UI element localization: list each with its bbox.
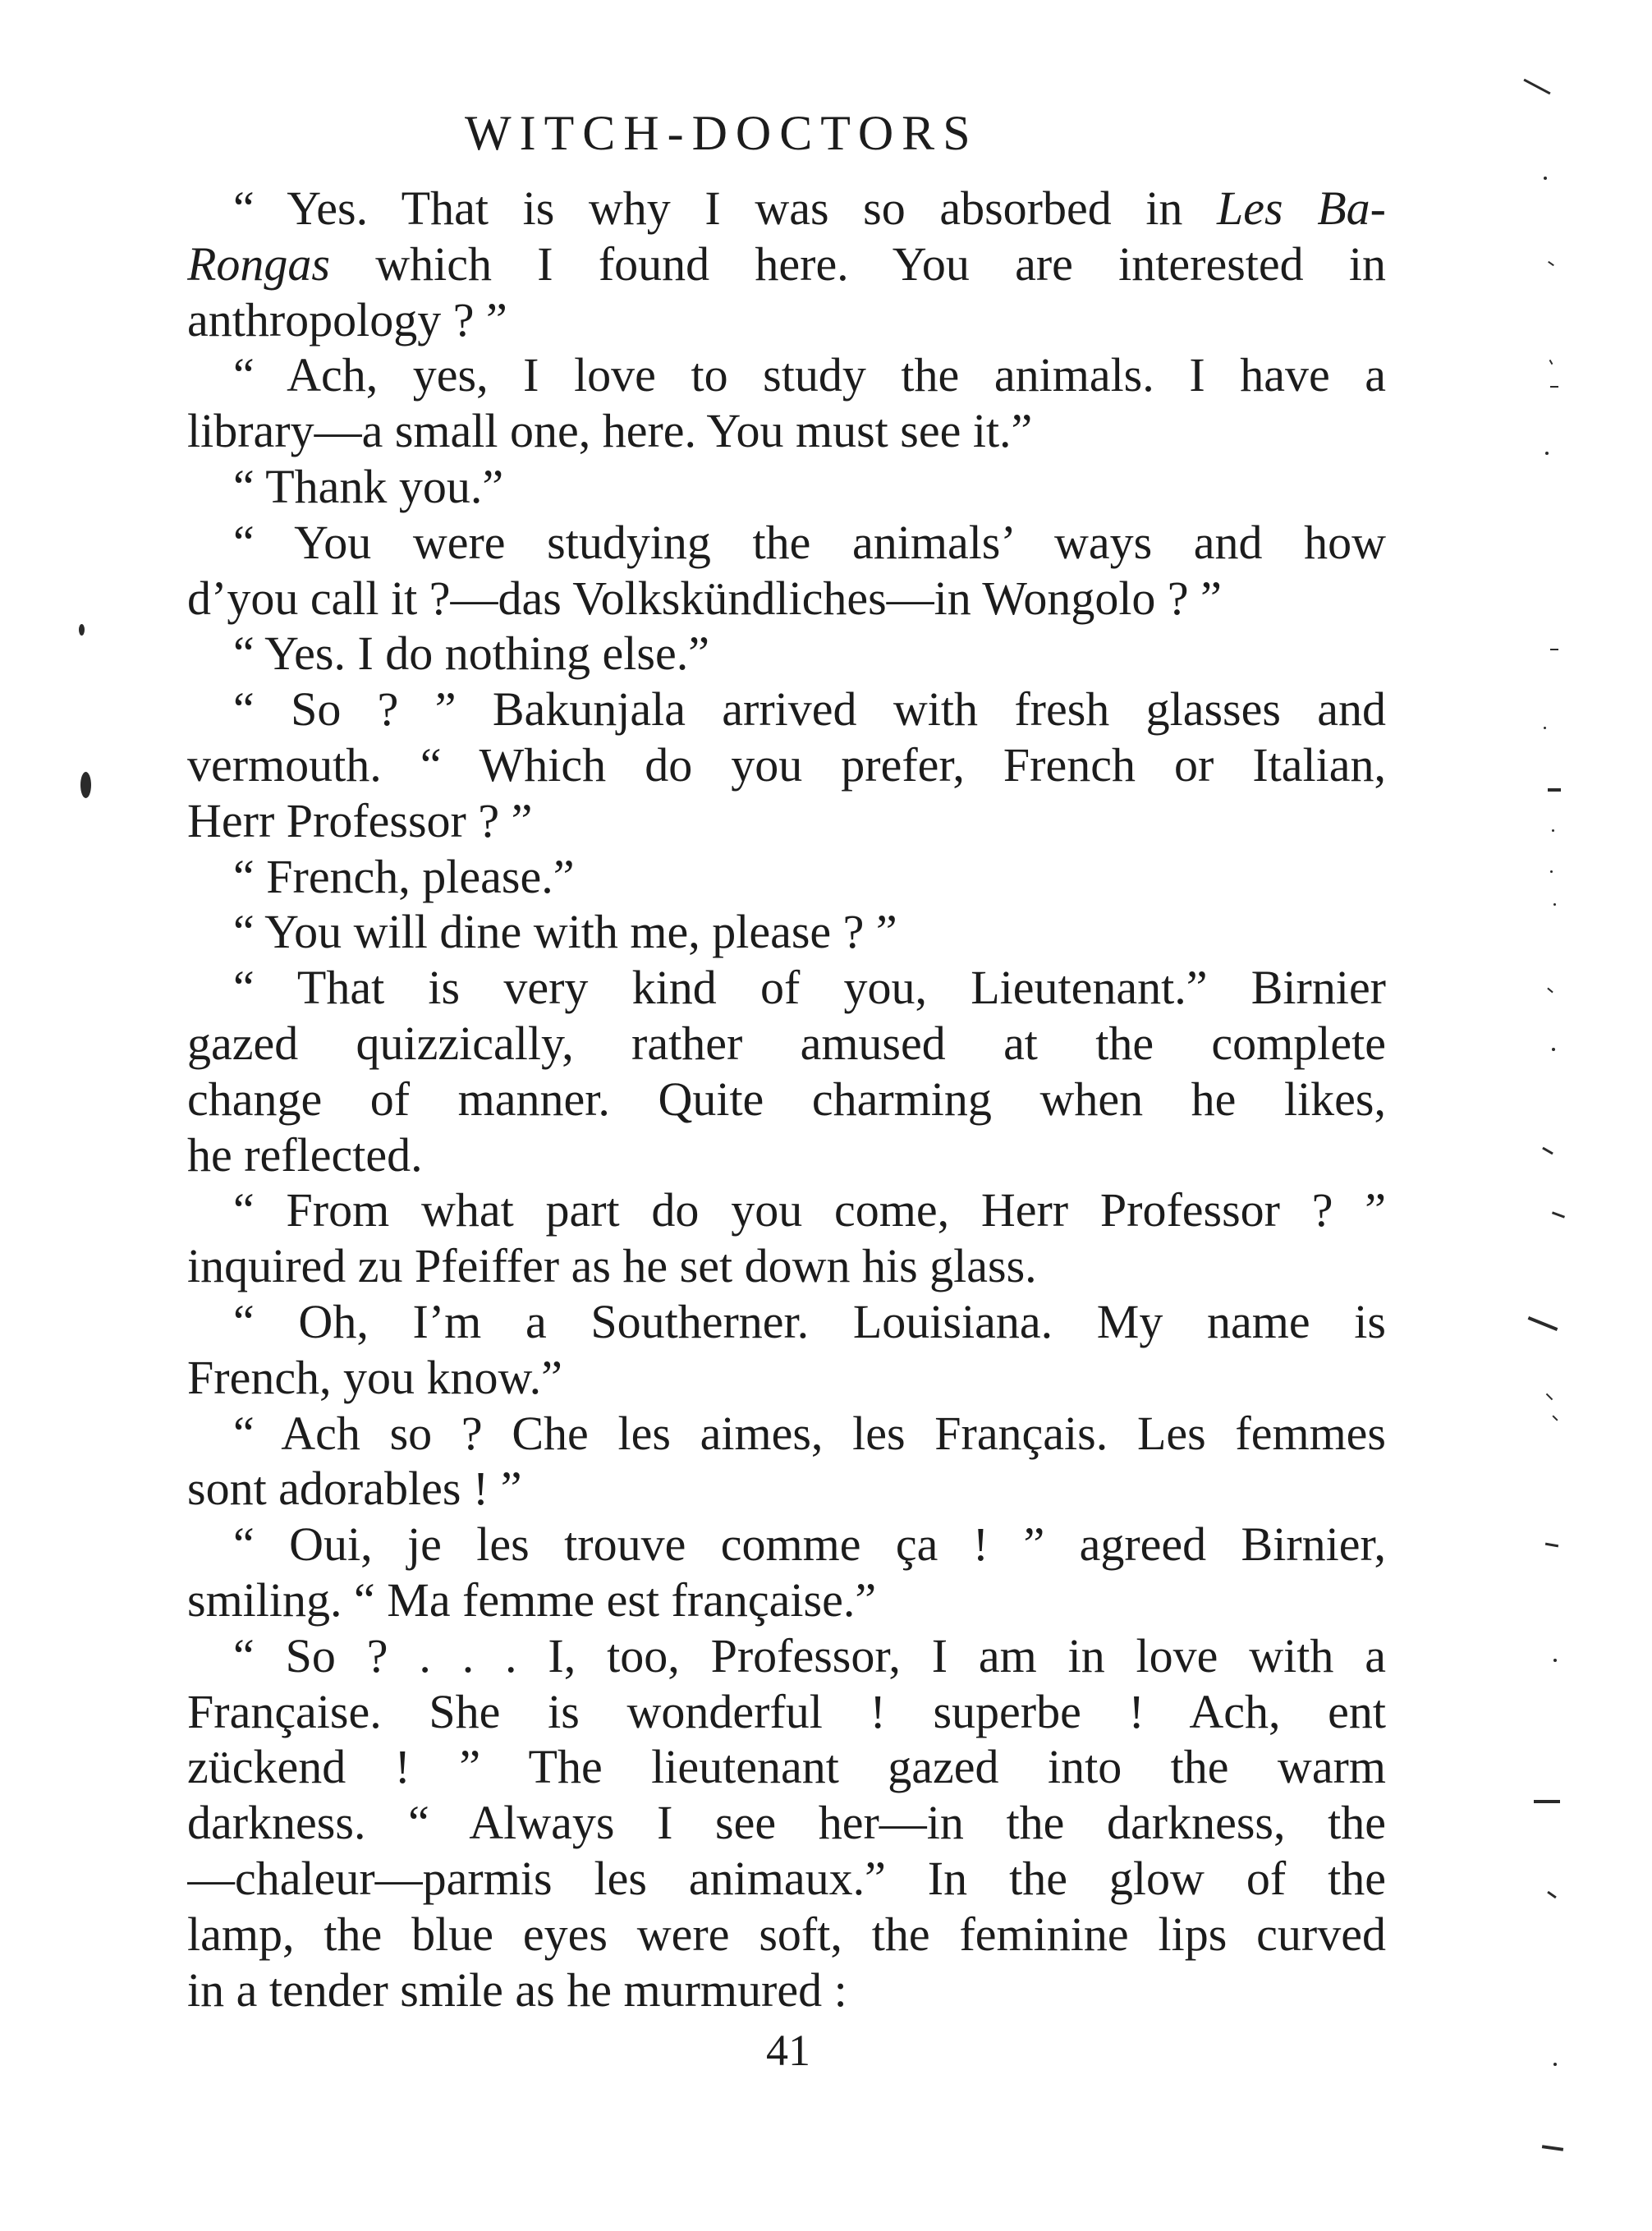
text-line: library—a small one, here. You must see it.” (187, 404, 1033, 458)
scan-speck (1545, 452, 1549, 455)
body-text (187, 181, 1386, 2018)
running-head: WITCH-DOCTORS (465, 106, 979, 160)
scan-mark (1552, 1415, 1558, 1421)
text-line: he reflected. (187, 1127, 423, 1182)
scan-speck (1552, 1048, 1555, 1051)
scan-mark (1528, 1316, 1558, 1331)
text-line: smiling. “ Ma femme est française.” (187, 1572, 877, 1627)
scan-mark (1545, 1543, 1558, 1548)
text-line: gazed quizzically, rather amused at the complete (187, 1016, 1386, 1070)
text-line: “ So ? ” Bakunjala arrived with fresh glasses and (233, 682, 1386, 737)
scan-mark (1534, 1800, 1560, 1803)
scan-mark (1550, 649, 1558, 650)
text-line: “ Yes. I do nothing else.” (233, 627, 709, 681)
scan-mark (1552, 1211, 1565, 1218)
scan-speck (1550, 870, 1553, 873)
text-line: French, you know.” (187, 1350, 562, 1404)
scan-speck (79, 624, 85, 636)
text-line: anthropology ? ” (187, 292, 507, 347)
text-line: —chaleur—parmis les animaux.” In the glow of the (187, 1851, 1386, 1905)
text-line: darkness. “ Always I see her—in the darkness, the (187, 1796, 1386, 1850)
text-line: lamp, the blue eyes were soft, the feminine lips curved (187, 1907, 1386, 1961)
text-line: Française. She is wonderful ! superbe ! Ach, ent (187, 1684, 1386, 1738)
scan-mark (1547, 988, 1553, 994)
scan-speck (1553, 1659, 1557, 1662)
scan-mark (1547, 1891, 1557, 1898)
text-line: change of manner. Quite charming when he likes, (187, 1072, 1386, 1126)
text-line: “ That is very kind of you, Lieutenant.” Birnier (233, 961, 1386, 1015)
text-line: “ You were studying the animals’ ways and how (233, 515, 1386, 569)
scan-mark (1548, 788, 1561, 792)
text-line: “ Ach, yes, I love to study the animals. I have a (233, 348, 1386, 402)
text-line: “ Ach so ? Che les aimes, les Français. Les femmes (233, 1406, 1386, 1460)
scan-mark (1542, 1147, 1553, 1155)
text-line: in a tender smile as he murmured : (187, 1962, 847, 2017)
text-line: vermouth. “ Which do you prefer, French or Italian, (187, 737, 1386, 792)
text-line: zückend ! ” The lieutenant gazed into the warm (187, 1740, 1386, 1794)
text-line: inquired zu Pfeiffer as he set down his glass. (187, 1239, 1037, 1293)
text-line: d’you call it ?—das Volkskündliches—in Wongolo ? ” (187, 571, 1222, 625)
scan-speck (1553, 903, 1556, 906)
scan-speck (1544, 727, 1546, 729)
page-number: 41 (766, 2026, 810, 2075)
scan-speck (1553, 2063, 1557, 2066)
text-line: “ You will dine with me, please ? ” (233, 905, 897, 959)
scan-speck (80, 772, 91, 798)
text-line: “ From what part do you come, Herr Professor ? ” (233, 1183, 1386, 1237)
scan-speck (1552, 829, 1554, 832)
scan-mark (1550, 386, 1558, 388)
scan-mark (1546, 1393, 1553, 1400)
scan-mark (1523, 79, 1550, 95)
text-line: “ Oui, je les trouve comme ça ! ” agreed Birnier, (233, 1517, 1386, 1572)
text-line: “ Oh, I’m a Southerner. Louisiana. My name is (233, 1294, 1386, 1348)
text-line: “ Thank you.” (233, 459, 504, 513)
scan-mark (1542, 2145, 1563, 2151)
scan-mark (1549, 360, 1553, 365)
scan-speck (1544, 177, 1547, 180)
text-line: “ Yes. That is why I was so absorbed in Les Ba- (233, 181, 1386, 235)
text-line: sont adorables ! ” (187, 1462, 522, 1516)
text-line: “ So ? . . . I, too, Professor, I am in love with a (233, 1628, 1386, 1682)
scan-mark (1548, 261, 1554, 266)
text-line: “ French, please.” (233, 849, 575, 903)
text-line: Rongas which I found here. You are interested in (187, 236, 1386, 291)
text-line: Herr Professor ? ” (187, 793, 533, 847)
